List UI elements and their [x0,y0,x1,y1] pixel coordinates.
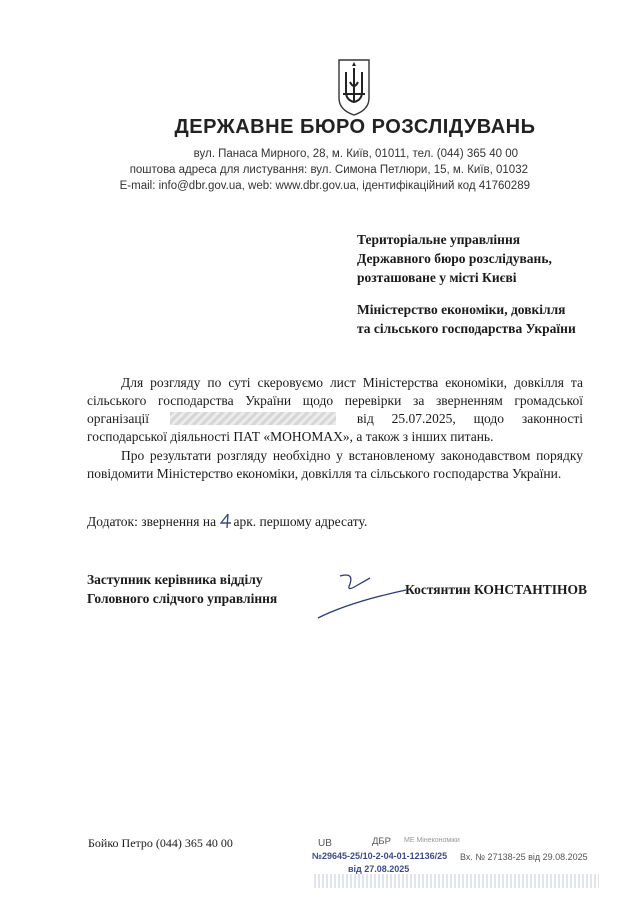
agency-mail-address: поштова адреса для листування: вул. Симона Петлюри, 15, м. Київ, 01032 [129,164,528,176]
recipient-1-line: розташоване у місті Києві [357,270,517,285]
agency-address: вул. Панаса Мирного, 28, м. Київ, 01011, тел. (044) 365 40 00 [193,148,518,160]
signatory-name: Костянтин КОНСТАНТІНОВ [405,582,588,597]
attachment-label: Додаток: звернення на [87,514,217,529]
stamp-ministry: МЕ Мінекономіки [404,837,460,844]
stamp-dbr: ДБР [372,836,392,847]
stamp-ub: UB [318,838,332,849]
handwritten-page-count [219,513,233,529]
recipient-1-line: Територіальне управління [357,232,521,247]
recipient-2-line: та сільського господарства України [357,321,576,336]
handwritten-4-icon [219,513,233,529]
attachment-line [87,513,367,530]
body-paragraph-1-start: Для розгляду по суті скеровуємо лист Міністерства економіки, довкілля та сільського господарства України щодо перевірки за зверненням громадської організації [87,375,583,426]
agency-contacts: E-mail: info@dbr.gov.ua, web: www.dbr.gov.ua, ідентифікаційний код 41760289 [119,180,530,192]
handwritten-signature-icon [310,568,410,624]
attachment-tail: арк. першому адресату. [233,514,368,529]
body-paragraph-1-end: від 25.07.2025, щодо законності господарської діяльності ПАТ «МОНОМАХ», а також з інших питань. [87,411,584,444]
body-paragraph-2-text: Про результати розгляду необхідно у встановленому законодавством порядку повідомити Міністерство економіки, довкілля та сільського господарства України. [87,448,583,481]
stamp-barcode [314,874,599,888]
recipient-2-line: Міністерство економіки, довкілля [357,302,566,317]
agency-name: ДЕРЖАВНЕ БЮРО РОЗСЛІДУВАНЬ [174,116,536,138]
recipient-1-line: Державного бюро розслідувань, [357,251,552,266]
body-paragraph-1 [87,374,583,446]
stamp-incoming-number: Вх. № 27138-25 від 29.08.2025 [460,852,588,862]
stamp-registration-number: №29645-25/10-2-04-01-12136/25 [312,851,448,861]
registration-stamp [300,832,600,892]
recipient-2 [357,300,576,338]
recipient-1 [357,230,552,287]
executor-contact: Бойко Петро (044) 365 40 00 [88,836,233,850]
body-paragraph-2 [87,447,583,483]
signatory-position-line: Заступник керівника відділу [87,572,263,587]
redacted-organization-name [170,412,336,425]
tryzub-emblem-icon [335,58,373,116]
stamp-registration-date: від 27.08.2025 [348,864,410,874]
signatory-position [87,570,277,608]
signatory-position-line: Головного слідчого управління [87,591,278,606]
